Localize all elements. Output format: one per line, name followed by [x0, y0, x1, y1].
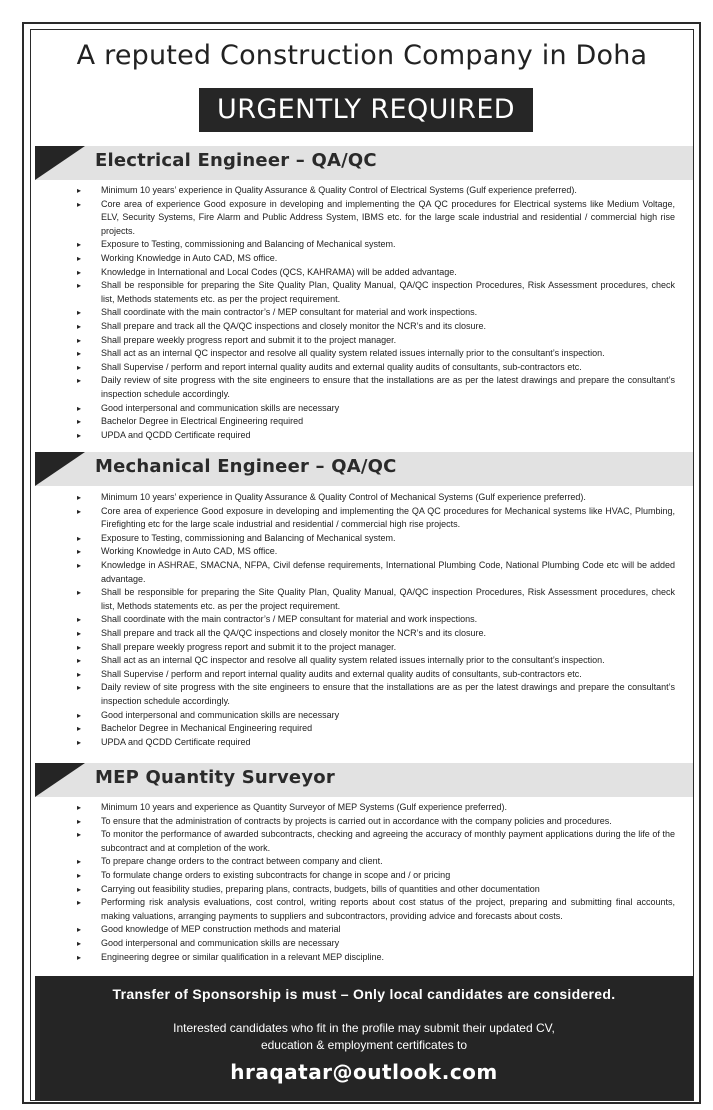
list-item-text: Knowledge in International and Local Codes (QCS, KAHRAMA) will be added advantage.: [101, 266, 457, 277]
bullet-icon: ▸: [77, 253, 82, 263]
section-triangle-icon: [35, 763, 85, 797]
list-item-text: UPDA and QCDD Certificate required: [101, 736, 251, 747]
bullet-icon: ▸: [77, 321, 82, 331]
bullet-icon: ▸: [77, 724, 82, 734]
list-item: [75, 613, 675, 627]
list-item: [75, 306, 675, 320]
list-item: [75, 923, 675, 937]
bullet-icon: ▸: [77, 493, 82, 502]
list-item-text: Minimum 10 years and experience as Quantity Surveyor of MEP Systems (Gulf experience preferred).: [101, 802, 508, 812]
list-item-text: Shall coordinate with the main contractor’s / MEP consultant for material and work inspections.: [101, 614, 478, 625]
bullet-icon: ▸: [77, 588, 82, 598]
section-title: Electrical Engineer – QA/QC: [95, 150, 377, 171]
list-item: [75, 415, 675, 429]
bullet-icon: ▸: [77, 560, 82, 570]
list-item: [75, 505, 675, 532]
list-item: [75, 184, 675, 198]
bullet-icon: ▸: [77, 240, 82, 250]
list-item: [75, 320, 675, 334]
bullet-icon: ▸: [77, 430, 82, 440]
list-item: [75, 937, 675, 951]
bullet-icon: ▸: [77, 683, 82, 693]
bullet-icon: ▸: [77, 857, 82, 867]
list-item-text: Shall prepare and track all the QA/QC inspections and closely monitor the NCR’s and its closure.: [101, 627, 487, 638]
list-item-text: Core area of experience Good exposure in developing and implementing the QA QC procedures for Electrical systems like Medium Voltage, ELV, Security Systems, Fire Alarm and Public Address System, IBMS etc. for the large scale industrial and residential / commercial high rise projects.: [101, 198, 675, 236]
section-title: Mechanical Engineer – QA/QC: [95, 456, 397, 477]
sponsorship-notice: Transfer of Sponsorship is must – Only local candidates are considered.: [112, 986, 616, 1002]
bullet-icon: ▸: [77, 884, 82, 894]
bullet-icon: ▸: [77, 506, 82, 516]
list-item: [75, 896, 675, 923]
contact-email-link[interactable]: hraqatar@outlook.com: [230, 1060, 498, 1084]
list-item: [75, 559, 675, 586]
bullet-icon: ▸: [77, 898, 82, 908]
bullet-icon: ▸: [77, 938, 82, 948]
list-item: [75, 252, 675, 266]
mechanical-requirements-list: [75, 491, 675, 749]
bullet-icon: ▸: [77, 803, 82, 812]
bullet-icon: ▸: [77, 335, 82, 345]
list-item-text: Shall Supervise / perform and report internal quality audits and external quality audits of consultants, sub-contractors etc.: [101, 361, 582, 372]
list-item-text: Engineering degree or similar qualification in a relevant MEP discipline.: [101, 951, 384, 962]
list-item: [75, 855, 675, 869]
bullet-icon: ▸: [77, 737, 82, 747]
list-item: [75, 681, 675, 708]
list-item: [75, 869, 675, 883]
section-triangle-icon: [35, 146, 85, 180]
footer-panel: [35, 976, 693, 1100]
list-item-text: Daily review of site progress with the site engineers to ensure that the installations are as per the latest drawings and prepare the consultant’s inspection schedule accordingly.: [101, 375, 675, 399]
bullet-icon: ▸: [77, 349, 82, 359]
list-item-text: Shall act as an internal QC inspector and resolve all quality system related issues internally prior to the consultant’s inspection.: [101, 655, 605, 666]
list-item-text: Knowledge in ASHRAE, SMACNA, NFPA, Civil defense requirements, International Plumbing Code, National Plumbing Code etc will be added advantage.: [101, 559, 675, 584]
list-item-text: Good knowledge of MEP construction methods and material: [101, 924, 341, 935]
list-item: [75, 347, 675, 361]
bullet-icon: ▸: [77, 830, 82, 840]
list-item: [75, 709, 675, 723]
bullet-icon: ▸: [77, 669, 82, 679]
list-item: [75, 545, 675, 559]
bullet-icon: ▸: [77, 376, 82, 386]
bullet-icon: ▸: [77, 628, 82, 638]
quantity-surveyor-requirements-list: [75, 801, 675, 964]
list-item-text: Minimum 10 years’ experience in Quality Assurance & Quality Control of Electrical Systems (Gulf experience preferred).: [101, 185, 577, 195]
list-item-text: Exposure to Testing, commissioning and Balancing of Mechanical system.: [101, 532, 396, 543]
list-item-text: UPDA and QCDD Certificate required: [101, 429, 251, 440]
list-item-text: Shall prepare weekly progress report and submit it to the project manager.: [101, 641, 397, 652]
bullet-icon: ▸: [77, 615, 82, 625]
bullet-icon: ▸: [77, 952, 82, 962]
list-item-text: Performing risk analysis evaluations, cost control, writing reports about cost status of the project, preparing and submitting final accounts, making valuations, arranging payments to suppliers and subcontractors, providing advice and forecasts about costs.: [101, 897, 675, 921]
list-item: [75, 722, 675, 736]
list-item-text: Good interpersonal and communication skills are necessary: [101, 709, 340, 720]
list-item: [75, 429, 675, 443]
section-header-mechanical: [35, 452, 693, 486]
section-triangle-icon: [35, 452, 85, 486]
bullet-icon: ▸: [77, 308, 82, 318]
list-item-text: Good interpersonal and communication skills are necessary: [101, 937, 340, 948]
list-item: [75, 668, 675, 682]
list-item: [75, 654, 675, 668]
company-headline: A reputed Construction Company in Doha: [76, 40, 648, 71]
list-item-text: Shall prepare and track all the QA/QC inspections and closely monitor the NCR’s and its closure.: [101, 320, 487, 331]
list-item-text: Shall act as an internal QC inspector and resolve all quality system related issues internally prior to the consultant’s inspection.: [101, 348, 605, 359]
list-item: [75, 801, 675, 815]
section-title: MEP Quantity Surveyor: [95, 767, 335, 788]
list-item-text: To monitor the performance of awarded subcontracts, checking and agreeing the accuracy of monthly payment applications during the life of the subcontract and at completion of the work.: [101, 829, 675, 853]
list-item-text: To formulate change orders to existing subcontracts for change in scope and / or pricing: [101, 869, 451, 880]
list-item: [75, 266, 675, 280]
bullet-icon: ▸: [77, 816, 82, 826]
bullet-icon: ▸: [77, 362, 82, 372]
bullet-icon: ▸: [77, 656, 82, 666]
bullet-icon: ▸: [77, 533, 82, 543]
list-item-text: Carrying out feasibility studies, preparing plans, contracts, budgets, bills of quantities and other documentation: [101, 883, 540, 894]
list-item: [75, 238, 675, 252]
list-item: [75, 491, 675, 505]
bullet-icon: ▸: [77, 403, 82, 413]
list-item-text: Working Knowledge in Auto CAD, MS office.: [101, 252, 278, 263]
bullet-icon: ▸: [77, 710, 82, 720]
list-item-text: Shall be responsible for preparing the Site Quality Plan, Quality Manual, QA/QC inspection Procedures, Risk Assessment procedures, check list, Methods statements etc. as per the project requirement.: [101, 587, 675, 611]
list-item: [75, 627, 675, 641]
list-item-text: Minimum 10 years’ experience in Quality Assurance & Quality Control of Mechanical Systems (Gulf experience preferred).: [101, 492, 586, 502]
list-item-text: Working Knowledge in Auto CAD, MS office.: [101, 546, 278, 557]
list-item-text: Exposure to Testing, commissioning and Balancing of Mechanical system.: [101, 239, 396, 250]
list-item-text: Shall coordinate with the main contractor’s / MEP consultant for material and work inspections.: [101, 307, 478, 318]
instructions-line: Interested candidates who fit in the profile may submit their updated CV,: [173, 1021, 555, 1035]
bullet-icon: ▸: [77, 267, 82, 277]
bullet-icon: ▸: [77, 199, 82, 209]
list-item: [75, 951, 675, 965]
list-item-text: Core area of experience Good exposure in developing and implementing the QA QC procedures for Mechanical systems like HVAC, Plumbing, Firefighting etc for the large scale industrial and residential / commercial high rise projects.: [101, 505, 675, 530]
bullet-icon: ▸: [77, 642, 82, 652]
list-item: [75, 334, 675, 348]
application-instructions: [35, 1020, 693, 1054]
list-item: [75, 828, 675, 855]
list-item: [75, 374, 675, 401]
instructions-line: education & employment certificates to: [260, 1038, 468, 1052]
bullet-icon: ▸: [77, 870, 82, 880]
list-item-text: Good interpersonal and communication skills are necessary: [101, 402, 340, 413]
list-item: [75, 198, 675, 239]
list-item: [75, 532, 675, 546]
list-item-text: Daily review of site progress with the site engineers to ensure that the installations are as per the latest drawings and prepare the consultant’s inspection schedule accordingly.: [101, 682, 675, 706]
list-item: [75, 361, 675, 375]
bullet-icon: ▸: [77, 925, 82, 935]
list-item: [75, 402, 675, 416]
advertisement: [30, 29, 694, 1101]
list-item: [75, 736, 675, 750]
list-item-text: To prepare change orders to the contract between company and client.: [101, 856, 383, 867]
electrical-requirements-list: [75, 184, 675, 442]
list-item: [75, 883, 675, 897]
list-item-text: To ensure that the administration of contracts by projects is carried out in accordance with the company policies and procedures.: [101, 815, 612, 826]
list-item-text: Shall be responsible for preparing the Site Quality Plan, Quality Manual, QA/QC inspection Procedures, Risk Assessment procedures, check list, Methods statements etc. as per the project requirement.: [101, 280, 675, 304]
bullet-icon: ▸: [77, 281, 82, 291]
section-header-electrical: [35, 146, 693, 180]
list-item: [75, 279, 675, 306]
list-item-text: Shall prepare weekly progress report and submit it to the project manager.: [101, 334, 397, 345]
urgently-required-banner: URGENTLY REQUIRED: [199, 88, 533, 132]
list-item: [75, 815, 675, 829]
list-item: [75, 586, 675, 613]
bullet-icon: ▸: [77, 186, 82, 195]
bullet-icon: ▸: [77, 547, 82, 557]
list-item-text: Shall Supervise / perform and report internal quality audits and external quality audits of consultants, sub-contractors etc.: [101, 668, 582, 679]
section-header-quantity-surveyor: [35, 763, 693, 797]
list-item: [75, 641, 675, 655]
bullet-icon: ▸: [77, 417, 82, 427]
list-item-text: Bachelor Degree in Electrical Engineering required: [101, 416, 304, 427]
list-item-text: Bachelor Degree in Mechanical Engineering required: [101, 723, 313, 734]
